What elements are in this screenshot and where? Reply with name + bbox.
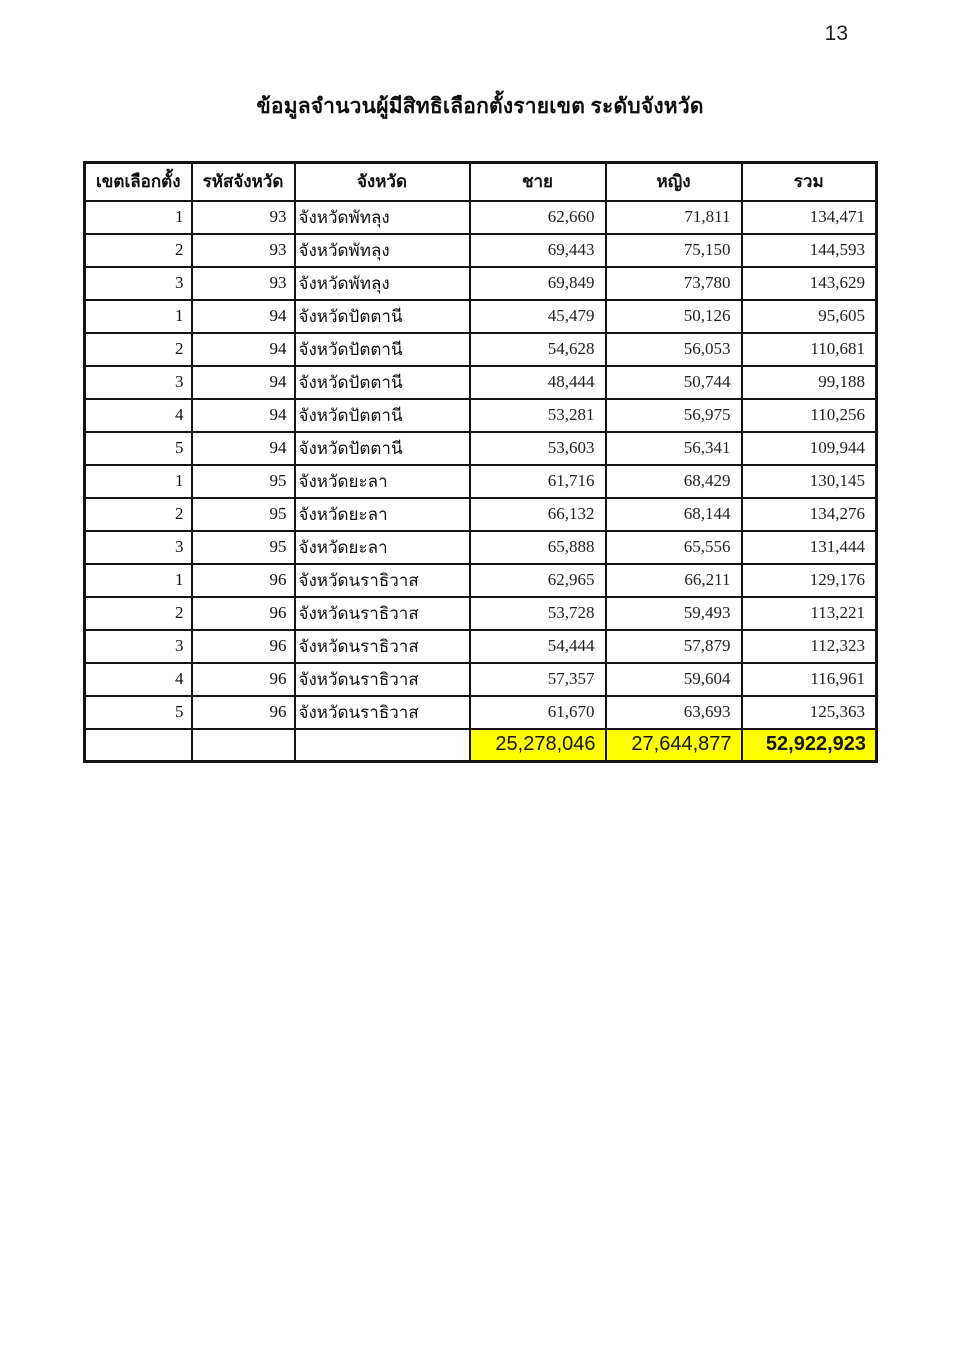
cell-female: 66,211 xyxy=(606,564,742,597)
cell-district: 1 xyxy=(85,465,192,498)
cell-total: 116,961 xyxy=(742,663,877,696)
cell-district: 2 xyxy=(85,333,192,366)
cell-district: 3 xyxy=(85,267,192,300)
cell-total: 144,593 xyxy=(742,234,877,267)
totals-empty-code xyxy=(192,729,295,762)
totals-row xyxy=(85,729,877,762)
cell-province-code: 96 xyxy=(192,597,295,630)
table-row xyxy=(85,597,877,630)
cell-province: จังหวัดปัตตานี xyxy=(295,300,470,333)
cell-female: 56,341 xyxy=(606,432,742,465)
cell-province: จังหวัดยะลา xyxy=(295,531,470,564)
cell-province-code: 94 xyxy=(192,366,295,399)
cell-district: 2 xyxy=(85,597,192,630)
table-row xyxy=(85,234,877,267)
cell-total: 131,444 xyxy=(742,531,877,564)
table-row xyxy=(85,630,877,663)
cell-district: 3 xyxy=(85,531,192,564)
cell-district: 2 xyxy=(85,234,192,267)
table-row xyxy=(85,201,877,234)
cell-province-code: 94 xyxy=(192,399,295,432)
cell-province: จังหวัดนราธิวาส xyxy=(295,696,470,729)
cell-province-code: 93 xyxy=(192,201,295,234)
cell-district: 1 xyxy=(85,201,192,234)
cell-female: 57,879 xyxy=(606,630,742,663)
cell-province-code: 95 xyxy=(192,498,295,531)
cell-male: 54,444 xyxy=(470,630,606,663)
table-row xyxy=(85,333,877,366)
voters-table xyxy=(83,161,878,763)
cell-province-code: 95 xyxy=(192,531,295,564)
cell-province: จังหวัดนราธิวาส xyxy=(295,597,470,630)
table-row xyxy=(85,432,877,465)
cell-female: 50,744 xyxy=(606,366,742,399)
cell-male: 53,281 xyxy=(470,399,606,432)
cell-female: 59,604 xyxy=(606,663,742,696)
cell-male: 61,670 xyxy=(470,696,606,729)
cell-total: 134,276 xyxy=(742,498,877,531)
cell-province: จังหวัดปัตตานี xyxy=(295,432,470,465)
cell-male: 57,357 xyxy=(470,663,606,696)
cell-province-code: 96 xyxy=(192,696,295,729)
cell-male: 53,728 xyxy=(470,597,606,630)
cell-female: 71,811 xyxy=(606,201,742,234)
header-female: หญิง xyxy=(606,163,742,201)
cell-total: 129,176 xyxy=(742,564,877,597)
cell-province: จังหวัดยะลา xyxy=(295,498,470,531)
header-district: เขตเลือกตั้ง xyxy=(85,163,192,201)
cell-province: จังหวัดนราธิวาส xyxy=(295,564,470,597)
cell-total: 110,681 xyxy=(742,333,877,366)
header-total: รวม xyxy=(742,163,877,201)
cell-male: 62,660 xyxy=(470,201,606,234)
cell-male: 62,965 xyxy=(470,564,606,597)
cell-male: 53,603 xyxy=(470,432,606,465)
cell-total: 125,363 xyxy=(742,696,877,729)
cell-male: 66,132 xyxy=(470,498,606,531)
cell-province: จังหวัดปัตตานี xyxy=(295,366,470,399)
table-row xyxy=(85,300,877,333)
header-province: จังหวัด xyxy=(295,163,470,201)
cell-male: 54,628 xyxy=(470,333,606,366)
totals-empty-province xyxy=(295,729,470,762)
cell-female: 59,493 xyxy=(606,597,742,630)
cell-province-code: 93 xyxy=(192,234,295,267)
cell-district: 1 xyxy=(85,564,192,597)
cell-female: 73,780 xyxy=(606,267,742,300)
table-row xyxy=(85,564,877,597)
cell-province-code: 96 xyxy=(192,663,295,696)
table-row xyxy=(85,531,877,564)
cell-province-code: 96 xyxy=(192,564,295,597)
table-row xyxy=(85,663,877,696)
cell-province-code: 94 xyxy=(192,300,295,333)
table-header xyxy=(85,163,877,201)
cell-district: 4 xyxy=(85,663,192,696)
cell-total: 110,256 xyxy=(742,399,877,432)
header-male: ชาย xyxy=(470,163,606,201)
cell-province: จังหวัดนราธิวาส xyxy=(295,663,470,696)
cell-province: จังหวัดปัตตานี xyxy=(295,333,470,366)
document-title: ข้อมูลจำนวนผู้มีสิทธิเลือกตั้งรายเขต ระดับจังหวัด xyxy=(256,94,704,118)
totals-grand: 52,922,923 xyxy=(742,729,877,762)
table-row xyxy=(85,399,877,432)
cell-province: จังหวัดพัทลุง xyxy=(295,234,470,267)
cell-district: 3 xyxy=(85,630,192,663)
cell-province-code: 93 xyxy=(192,267,295,300)
cell-male: 48,444 xyxy=(470,366,606,399)
totals-female: 27,644,877 xyxy=(606,729,742,762)
cell-total: 134,471 xyxy=(742,201,877,234)
cell-female: 56,975 xyxy=(606,399,742,432)
table-row xyxy=(85,366,877,399)
cell-district: 1 xyxy=(85,300,192,333)
cell-female: 56,053 xyxy=(606,333,742,366)
table-row xyxy=(85,465,877,498)
cell-province-code: 95 xyxy=(192,465,295,498)
cell-female: 68,144 xyxy=(606,498,742,531)
table-row xyxy=(85,696,877,729)
page-number: 13 xyxy=(824,22,848,45)
header-province-code: รหัสจังหวัด xyxy=(192,163,295,201)
cell-female: 65,556 xyxy=(606,531,742,564)
cell-district: 3 xyxy=(85,366,192,399)
cell-male: 45,479 xyxy=(470,300,606,333)
table-row xyxy=(85,498,877,531)
cell-total: 112,323 xyxy=(742,630,877,663)
cell-province: จังหวัดปัตตานี xyxy=(295,399,470,432)
cell-province: จังหวัดพัทลุง xyxy=(295,267,470,300)
cell-male: 69,443 xyxy=(470,234,606,267)
cell-province: จังหวัดพัทลุง xyxy=(295,201,470,234)
totals-male: 25,278,046 xyxy=(470,729,606,762)
cell-total: 95,605 xyxy=(742,300,877,333)
table-row xyxy=(85,267,877,300)
cell-female: 68,429 xyxy=(606,465,742,498)
cell-female: 75,150 xyxy=(606,234,742,267)
cell-district: 4 xyxy=(85,399,192,432)
totals-empty-district xyxy=(85,729,192,762)
cell-province: จังหวัดนราธิวาส xyxy=(295,630,470,663)
cell-province-code: 94 xyxy=(192,333,295,366)
cell-total: 99,188 xyxy=(742,366,877,399)
cell-male: 65,888 xyxy=(470,531,606,564)
cell-province: จังหวัดยะลา xyxy=(295,465,470,498)
cell-female: 50,126 xyxy=(606,300,742,333)
table-body xyxy=(85,201,877,729)
cell-district: 5 xyxy=(85,696,192,729)
cell-female: 63,693 xyxy=(606,696,742,729)
cell-total: 109,944 xyxy=(742,432,877,465)
cell-total: 113,221 xyxy=(742,597,877,630)
cell-province-code: 94 xyxy=(192,432,295,465)
cell-total: 143,629 xyxy=(742,267,877,300)
cell-district: 2 xyxy=(85,498,192,531)
cell-district: 5 xyxy=(85,432,192,465)
cell-male: 69,849 xyxy=(470,267,606,300)
cell-total: 130,145 xyxy=(742,465,877,498)
cell-male: 61,716 xyxy=(470,465,606,498)
cell-province-code: 96 xyxy=(192,630,295,663)
